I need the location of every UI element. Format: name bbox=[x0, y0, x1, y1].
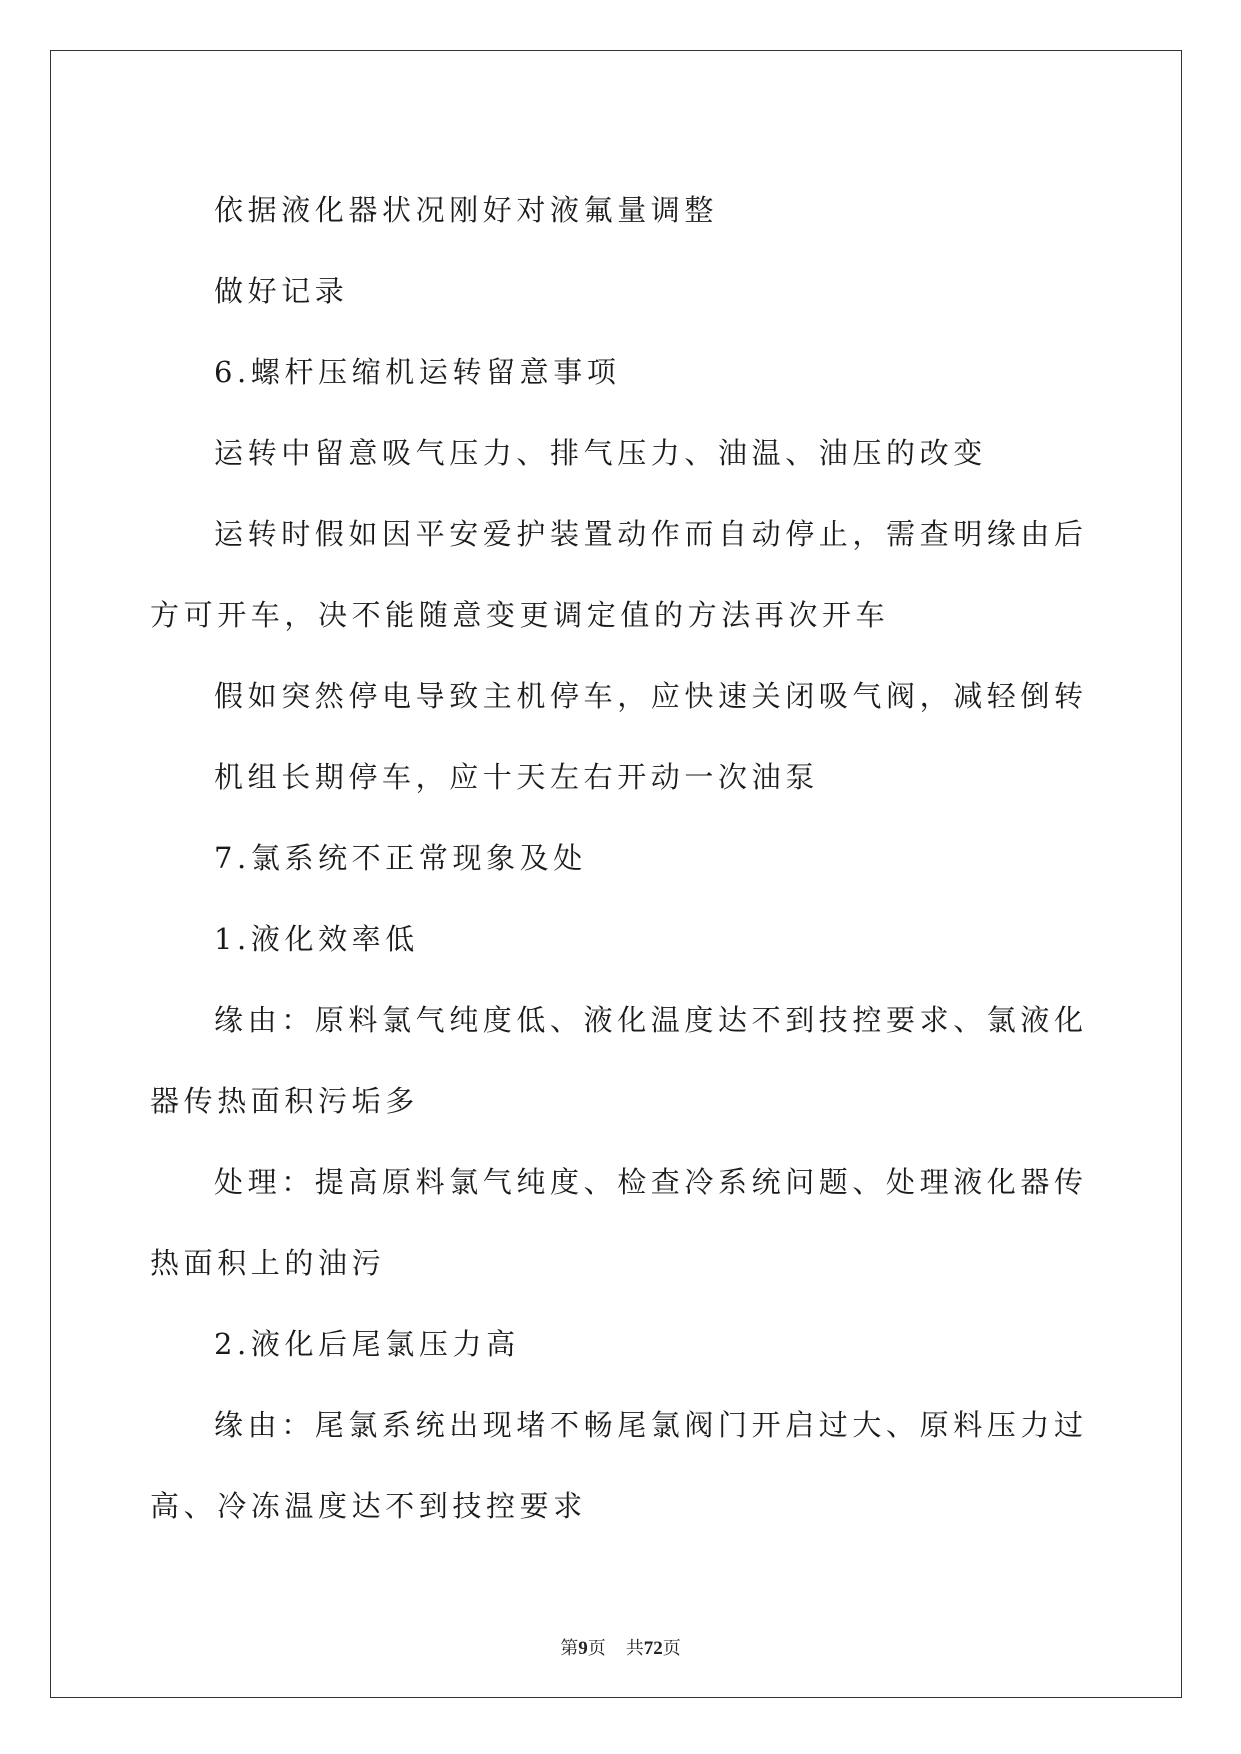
page-footer bbox=[0, 1634, 1241, 1660]
paragraph: 依据液化器状况刚好对液氟量调整 bbox=[214, 193, 719, 227]
section-heading: 6.螺杆压缩机运转留意事项 bbox=[214, 355, 621, 389]
total-prefix: 共 bbox=[625, 1638, 644, 1659]
total-suffix: 页 bbox=[662, 1638, 681, 1659]
paragraph: 做好记录 bbox=[214, 274, 349, 308]
page-number: 9 bbox=[578, 1638, 588, 1659]
paragraph: 假如突然停电导致主机停车，应快速关闭吸气阀，减轻倒转 bbox=[214, 679, 1088, 713]
paragraph: 运转中留意吸气压力、排气压力、油温、油压的改变 bbox=[214, 436, 987, 470]
paragraph: 缘由：原料氯气纯度低、液化温度达不到技控要求、氯液化器传热面积污垢多 bbox=[150, 1003, 1088, 1118]
page-prefix: 第 bbox=[560, 1638, 579, 1659]
paragraph: 机组长期停车，应十天左右开动一次油泵 bbox=[214, 760, 819, 794]
total-pages: 72 bbox=[643, 1638, 663, 1659]
document-body bbox=[150, 170, 1090, 1547]
paragraph: 运转时假如因平安爱护装置动作而自动停止，需查明缘由后方可开车，决不能随意变更调定值的方法再次开车 bbox=[150, 517, 1088, 632]
subsection-heading: 1.液化效率低 bbox=[214, 922, 419, 956]
page-suffix: 页 bbox=[587, 1638, 606, 1659]
paragraph: 处理：提高原料氯气纯度、检查冷系统问题、处理液化器传热面积上的油污 bbox=[150, 1165, 1088, 1280]
subsection-heading: 2.液化后尾氯压力高 bbox=[214, 1327, 520, 1361]
paragraph: 缘由：尾氯系统出现堵不畅尾氯阀门开启过大、原料压力过高、冷冻温度达不到技控要求 bbox=[150, 1408, 1088, 1523]
section-heading: 7.氯系统不正常现象及处 bbox=[214, 841, 587, 875]
